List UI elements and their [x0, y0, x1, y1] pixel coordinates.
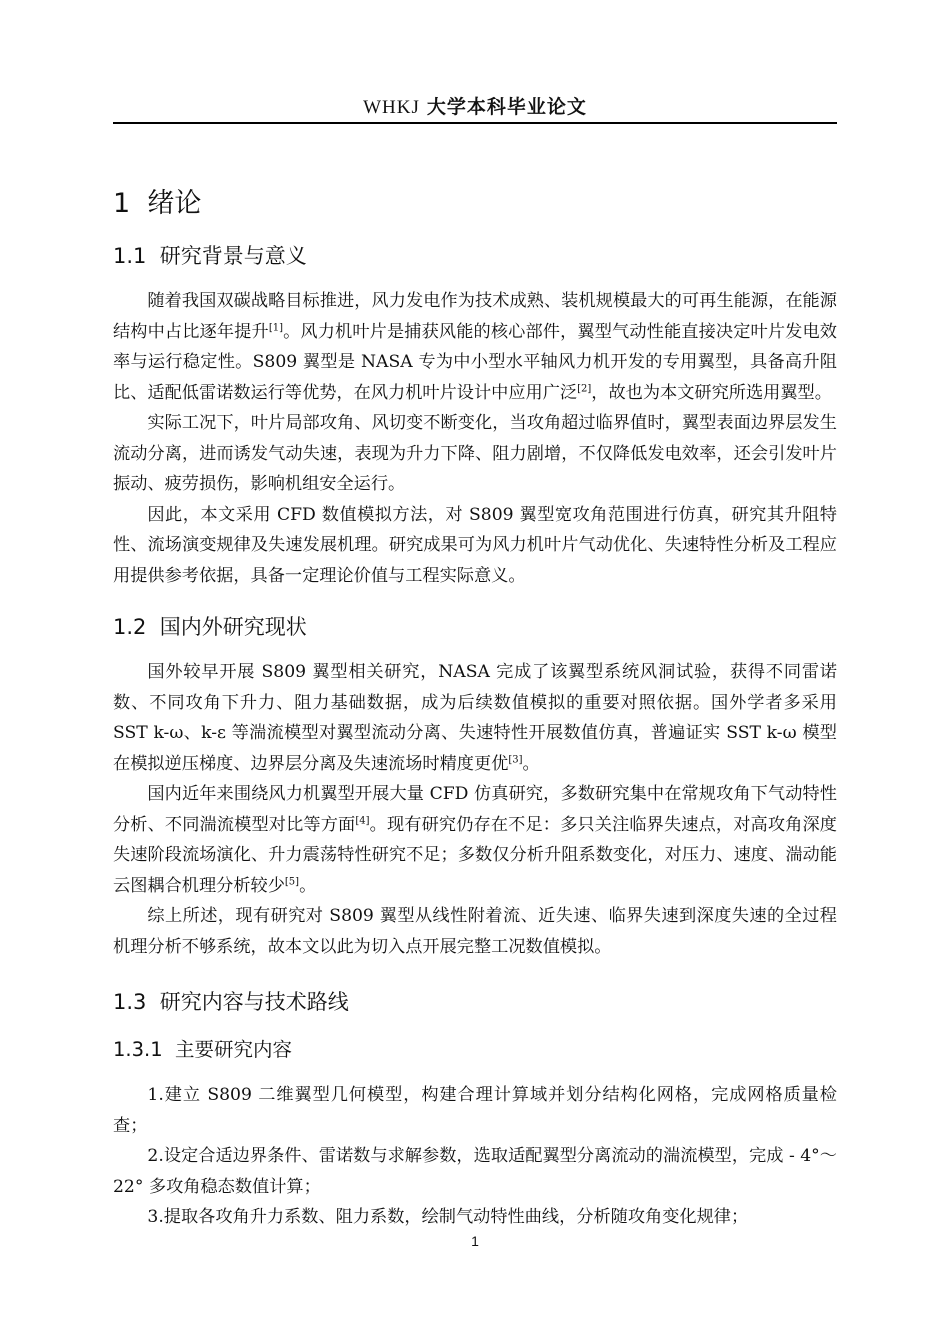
text-run: 随着我国双碳战略目标推进，风力发电作为技术成熟、装机规模最大的可再生能源，在能源结构中占比逐年提升 [113, 291, 837, 342]
citation-2: [2] [577, 382, 592, 394]
section-heading-1-1 [113, 238, 837, 274]
chapter-title: 绪论 [147, 188, 202, 219]
header-title: 大学本科毕业论文 [426, 96, 587, 118]
header-latin: WHKJ [363, 97, 420, 118]
paragraph-background-2: 实际工况下，叶片局部攻角、风切变不断变化，当攻角超过临界值时，翼型表面边界层发生流动分离，进而诱发气动失速，表现为升力下降、阻力剧增，不仅降低发电效率，还会引发叶片振动、疲劳损伤，影响机组安全运行。 [113, 413, 837, 494]
section-title: 研究背景与意义 [159, 244, 307, 268]
paragraph-status-2 [113, 779, 837, 901]
subsection-title: 主要研究内容 [175, 1038, 293, 1061]
research-item-3: 3.提取各攻角升力系数、阻力系数，绘制气动特性曲线，分析随攻角变化规律； [147, 1207, 749, 1227]
text-run: 。风力机叶片是捕获风能的核心部件，翼型气动性能直接决定叶片发电效率与运行稳定性。S809 翼型是 NASA 专为中小型水平轴风力机开发的专用翼型，具备高升阻比、适配低雷诺数运行等优势，在风力机叶片设计中应用广泛 [113, 321, 837, 403]
subsection-number: 1.3.1 [113, 1038, 163, 1061]
text-run: 。 [299, 875, 317, 896]
citation-3: [3] [508, 753, 523, 765]
page-number: 1 [471, 1233, 479, 1249]
header-rule [113, 122, 837, 124]
text-run: 国外较早开展 S809 翼型相关研究，NASA 完成了该翼型系统风洞试验，获得不同雷诺数、不同攻角下升力、阻力基础数据，成为后续数值模拟的重要对照依据。国外学者多采用 SST k-ω、k-ε 等湍流模型对翼型流动分离、失速特性开展数值仿真，普遍证实 SST k-ω 模型在模拟逆压梯度、边界层分离及失速流场时精度更优 [113, 662, 837, 774]
section-number: 1.2 [113, 615, 147, 639]
text-run: 。现有研究仍存在不足：多只关注临界失速点，对高攻角深度失速阶段流场演化、升力震荡特性研究不足；多数仅分析升阻系数变化，对压力、速度、湍动能云图耦合机理分析较少 [113, 814, 837, 896]
text-run: 国内近年来围绕风力机翼型开展大量 CFD 仿真研究，多数研究集中在常规攻角下气动特性分析、不同湍流模型对比等方面 [113, 784, 837, 835]
running-header [113, 92, 837, 119]
paragraph-background-1 [113, 286, 837, 408]
citation-1: [1] [268, 321, 283, 333]
section-number: 1.3 [113, 990, 147, 1014]
paragraph-background-3: 因此，本文采用 CFD 数值模拟方法，对 S809 翼型宽攻角范围进行仿真，研究其升阻特性、流场演变规律及失速发展机理。研究成果可为风力机叶片气动优化、失速特性分析及工程应用提供参考依据，具备一定理论价值与工程实际意义。 [113, 504, 837, 586]
section-title: 国内外研究现状 [159, 615, 307, 639]
section-title: 研究内容与技术路线 [159, 990, 349, 1014]
citation-5: [5] [284, 875, 300, 887]
subsection-heading-1-3-1 [113, 1032, 837, 1068]
paragraph-status-3: 综上所述，现有研究对 S809 翼型从线性附着流、近失速、临界失速到深度失速的全过程机理分析不够系统，故本文以此为切入点开展完整工况数值模拟。 [113, 906, 837, 957]
citation-4: [4] [355, 814, 370, 826]
paragraph-status-1 [113, 657, 837, 779]
research-item-1: 1.建立 S809 二维翼型几何模型，构建合理计算域并划分结构化网格，完成网格质量检查； [113, 1085, 837, 1136]
chapter-heading [113, 180, 837, 228]
chapter-number: 1 [113, 188, 131, 219]
research-item-2: 2.设定合适边界条件、雷诺数与求解参数，选取适配翼型分离流动的湍流模型，完成 - 4°～22° 多攻角稳态数值计算； [113, 1146, 837, 1197]
section-heading-1-2 [113, 609, 837, 645]
section-number: 1.1 [113, 244, 147, 268]
text-run: 。 [522, 753, 540, 774]
section-heading-1-3 [113, 984, 837, 1020]
body-content [113, 180, 837, 1233]
text-run: ，故也为本文研究所选用翼型。 [591, 382, 832, 403]
